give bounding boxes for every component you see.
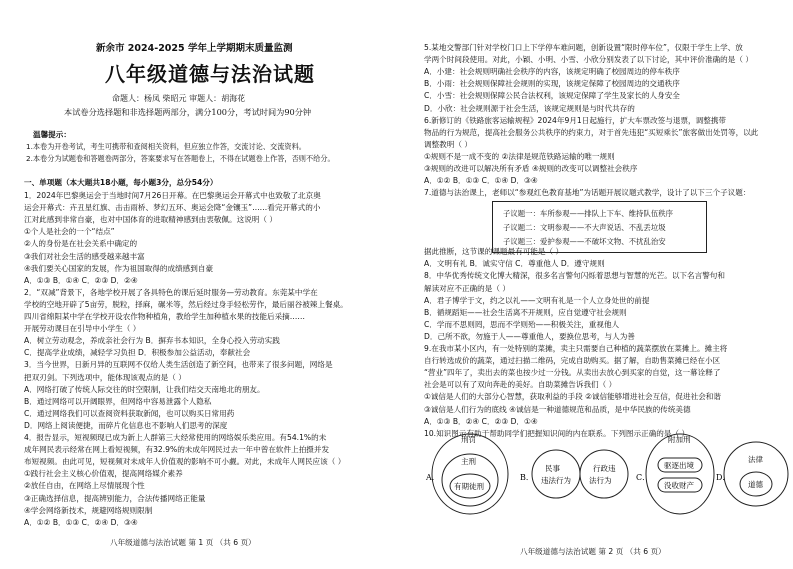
question-line: A．①③ B．②④ C．②③ D．①④	[424, 416, 538, 426]
diagram-text: 驱逐出境	[664, 461, 694, 470]
diagram-option-b	[398, 428, 628, 498]
option-label: B．	[520, 473, 534, 482]
question-line: B．通过网络可以开阔眼界，但网络中容易泄露个人隐私	[24, 396, 212, 406]
question-line: D．网络上阅读便捷，而碎片化信息也不影响人们思考的深度	[24, 420, 228, 430]
question-line: ③我们对社会生活的感受越来越丰富	[24, 251, 145, 261]
diagram-text: 主刑	[461, 457, 476, 466]
diagram-text: 道德	[748, 480, 763, 489]
question-line: ④我们要关心国家的发展，作为祖国取得的成绩感到自豪	[24, 263, 214, 273]
question-line: A．文明有礼 B．诚实守信 C．尊重他人 D．遵守规则	[424, 259, 605, 269]
question-line: ①个人是社会的一个“结点”	[24, 227, 115, 237]
diagram-text: 法律	[748, 455, 763, 464]
subtopic-box	[492, 201, 707, 253]
question-line: 2．“双减”背景下，各地学校开展了各具特色的课后延时服务—劳动教育。东莞某中学在	[24, 287, 318, 297]
notice-2: 2.本卷分为试题卷和答题卷两部分，答案要求写在答题卷上，不得在试题卷上作答，否则不给分。	[26, 154, 335, 163]
option-label: A．	[426, 473, 440, 482]
question-line: 学两个时间段使用。对此，小颖、小明、小雪、小欣分别发表了以下讨论，其中评价准确的是（ ）	[424, 55, 753, 65]
question-line: 物品的行为规范，提高社会服务公共秩序的约束力，对于首先违犯“买短乘长”旅客做出处罚等，以此	[424, 127, 759, 137]
question-line: B．循规蹈矩——社会生活离不开规则，应自觉遵守社会规则	[424, 307, 627, 317]
page-footer: 八年级道德与法治试题 第 2 页 （共 6 页）	[520, 547, 666, 556]
question-line: ②人的身份是在社会关系中确定的	[24, 239, 138, 249]
question-line: A．君子博学于文，约之以礼——文明有礼是一个人立身处世的前提	[424, 295, 650, 305]
svg-text:民事: 民事	[545, 464, 560, 473]
question-line: 3．当今世界，日新月异的互联网不仅给人类生活创造了新空间，也带来了很多问题，网络是	[24, 360, 333, 370]
svg-text:违法行为: 违法行为	[541, 476, 571, 485]
question-line: C．小雪：社会规则保障公民合法权利，该规定保障了学生及家长的人身安全	[424, 91, 680, 101]
question-line: C．通过网络我们可以查阅资料获取新闻，也可以购买日常用药	[24, 408, 235, 418]
svg-text:行政违: 行政违	[593, 464, 616, 473]
question-line: C．提高学业成绩，减轻学习负担 D．积极参加公益活动，奉献社会	[24, 348, 251, 358]
question-line: ④学会网络新技术，规避网络规则限制	[24, 505, 153, 515]
question-line: A．①③ B．①④ C．②③ D．②④	[24, 275, 138, 285]
question-line: A．树立劳动观念，养成亲社会行为 B．摒弃书本知识，全身心投入劳动实践	[24, 336, 280, 346]
question-line: 9.在我市某小区内，有一处特别的菜摊，卖主只需要自己种植的蔬菜摆放在菜摊上。摊主将	[424, 344, 728, 353]
question-line: 据此推断，这节课的课题最有可能是（ ）	[424, 247, 564, 257]
diagram-option-a	[425, 434, 508, 514]
exam-intro: 本试卷分选择题和非选择题两部分，满分100分，考试时间为90分钟	[64, 107, 312, 117]
question-line: 7.道德与法治课上，老师以“参观红色教育基地”为话题开展议题式教学，设计了以下三个子议题：	[424, 188, 751, 198]
question-line: 解读对应不正确的是（ ）	[424, 283, 510, 293]
subtopic-1: 子议题一：车所参观——排队上下车、维持队伍秩序	[503, 209, 673, 218]
question-line: C．学而不思则罔，思而不学则殆——积极关注，重视他人	[424, 319, 620, 329]
question-line: A．①② B．①③ C．①④ D．③④	[424, 176, 538, 186]
question-line: 把双刃剑。下列选项中，能体现该观点的是（ ）	[24, 372, 186, 382]
question-line: 学校的空地开辟了5亩劳，脱粒，择麻，碾米等，然后经过身手轻松劳作，最后丽谷被辣上餐桌。	[24, 299, 348, 309]
exam-header: 新余市 2024-2025 学年上学期期末质量监测	[96, 43, 293, 54]
subtopic-3: 子议题三：爱护参观——不破坏文物、不扰乱治安	[503, 237, 666, 246]
question-line: 6.新修订的《铁路旅客运输规程》2024年9月1日起施行，扩大车票改签与退票，调整携带	[424, 115, 727, 125]
question-line: ③正确选择信息，提高辨别能力，合法传播网络正能量	[24, 493, 206, 503]
question-line: ①践行社会主义核心价值观，提高网络媒介素养	[24, 469, 183, 479]
notice-1: 1.本卷为开卷考试，考生可携带和查阅相关资料，但应独立作答，交流讨论、交流资料。	[26, 142, 306, 151]
question-line: ②放任自由，在网络上尽情展现个性	[24, 481, 145, 491]
question-line: ①诚信是人们的大部分心智慧，获取利益的手段 ②诚信能够增进社会互信，促进社会和谐	[424, 392, 721, 402]
right-circle	[580, 450, 628, 498]
question-line: B．小雨：社会规则保障社会规则的实现，该规定保障了校园周边的交通秩序	[424, 79, 680, 89]
question-line: 8．中华优秀传统文化博大精深，很多名言警句闪烁着思想与智慧的光芒。以下名言警句和	[424, 271, 725, 281]
question-line: A．网络打破了传统人际交往的时空限制，让我们结交天南地北的朋友。	[24, 384, 265, 394]
question-line: A．①② B．①③ C．②④ D．③④	[24, 517, 138, 527]
question-line: 5.某地交警部门针对学校门口上下学停车难问题，创新设置“限时停车位”，仅限于学生上学、放	[424, 43, 743, 52]
diagram-text: 没收财产	[664, 481, 694, 490]
question-line: D．小欣：社会规则源于社会生活，该规定规则是与时代共存的	[424, 103, 635, 113]
option-label: D．	[716, 473, 731, 482]
question-line: 4．报告显示，短视频现已成为新上人群第三大经常使用的网络娱乐类应用。有54.1%的未	[24, 433, 327, 442]
question-line: 自行转选成价的蔬菜，通过扫描二维码，完成自助购买。据了解，自助售菜摊已经在小区	[424, 356, 721, 366]
question-line: ①规则不是一成不变的 ②法律是规范铁路运输的唯一规则	[424, 151, 615, 161]
question-line: “营业”四年了，卖出去的菜也按少过一分钱。从卖出去放心到买家的自觉，这一幕诠释了	[424, 368, 721, 378]
knowledge-diagrams	[398, 428, 793, 518]
question-line: 10.知识图示有助于帮助同学们把握知识间的内在联系。下列图示正确的是（ ）	[424, 428, 690, 438]
question-line: 成年网民表示经常在网上看短视频，有32.9%的未成年网民过去一年中曾在软件上拍摄并发	[24, 445, 330, 455]
question-line: ③诚信是人们行为的底线 ④诚信是一种道德规范和品质，是中华民族的传统美德	[424, 404, 691, 414]
exam-page-2	[398, 0, 793, 569]
svg-text:法行为: 法行为	[589, 476, 612, 485]
question-line: 调整教明（ ）	[424, 139, 472, 149]
page-footer: 八年级道德与法治试题 第 1 页 （共 6 页）	[110, 538, 256, 547]
diagram-text: 附加刑	[668, 435, 691, 444]
section-heading: 一、单项题（本大题共18小题，每小题3分，总分54分）	[24, 178, 218, 187]
question-line: 社会是可以有了双向奔赴的美好。自助菜摊告诉我们（ ）	[424, 380, 617, 390]
exam-title: 八年级道德与法治试题	[105, 62, 315, 86]
question-line: 1．2024年巴黎奥运会于当地时间7月26日开幕。在巴黎奥运会开幕式中也致敬了北京奥	[24, 191, 321, 200]
diagram-text: 有期徒刑	[454, 482, 484, 491]
question-line: A．小建：社会规则明确社会秩序的内容，该规定明确了校园周边的停车秩序	[424, 67, 680, 77]
authors: 命题人：杨凤 柴昭元 审题人：胡海花	[112, 94, 246, 103]
diagram-option-d	[716, 442, 788, 506]
question-line: D．己所不欲，勿施于人——尊重他人，要换位思考，与人为善	[424, 331, 635, 341]
question-line: 四川省绵阳某中学在学校开设农作物种植角，教给学生加种植水果的技能后采摘……	[24, 312, 305, 321]
question-line: 江对此感到非常自豪，也对中国体育的进取精神感到由衷敬佩。这说明（ ）	[24, 215, 278, 225]
question-line: 开展劳动课目在引导中小学生（ ）	[24, 324, 141, 334]
diagram-option-c	[636, 434, 714, 514]
question-line: 运会开幕式：卉丑星红旗、击击雨桥、梦幻五环、奥运会降“金镶玉”……看完开幕式的小	[24, 203, 321, 213]
diagram-text: 刑罚	[461, 435, 476, 444]
question-line: 布短视频。由此可见，短视频对未成年人价值观的影响不可小觑。对此，未成年人网民应该（ ）	[24, 457, 346, 467]
notice-title: 温馨提示：	[33, 130, 71, 139]
left-circle	[532, 450, 580, 498]
subtopic-2: 子议题二：文明参观——不大声说话、不乱丢垃圾	[503, 223, 666, 232]
question-line: ③规则的改进可以解决所有矛盾 ④规则的改变可以调整社会秩序	[424, 164, 638, 173]
option-label: C．	[636, 473, 651, 482]
outer-circle	[646, 434, 714, 514]
